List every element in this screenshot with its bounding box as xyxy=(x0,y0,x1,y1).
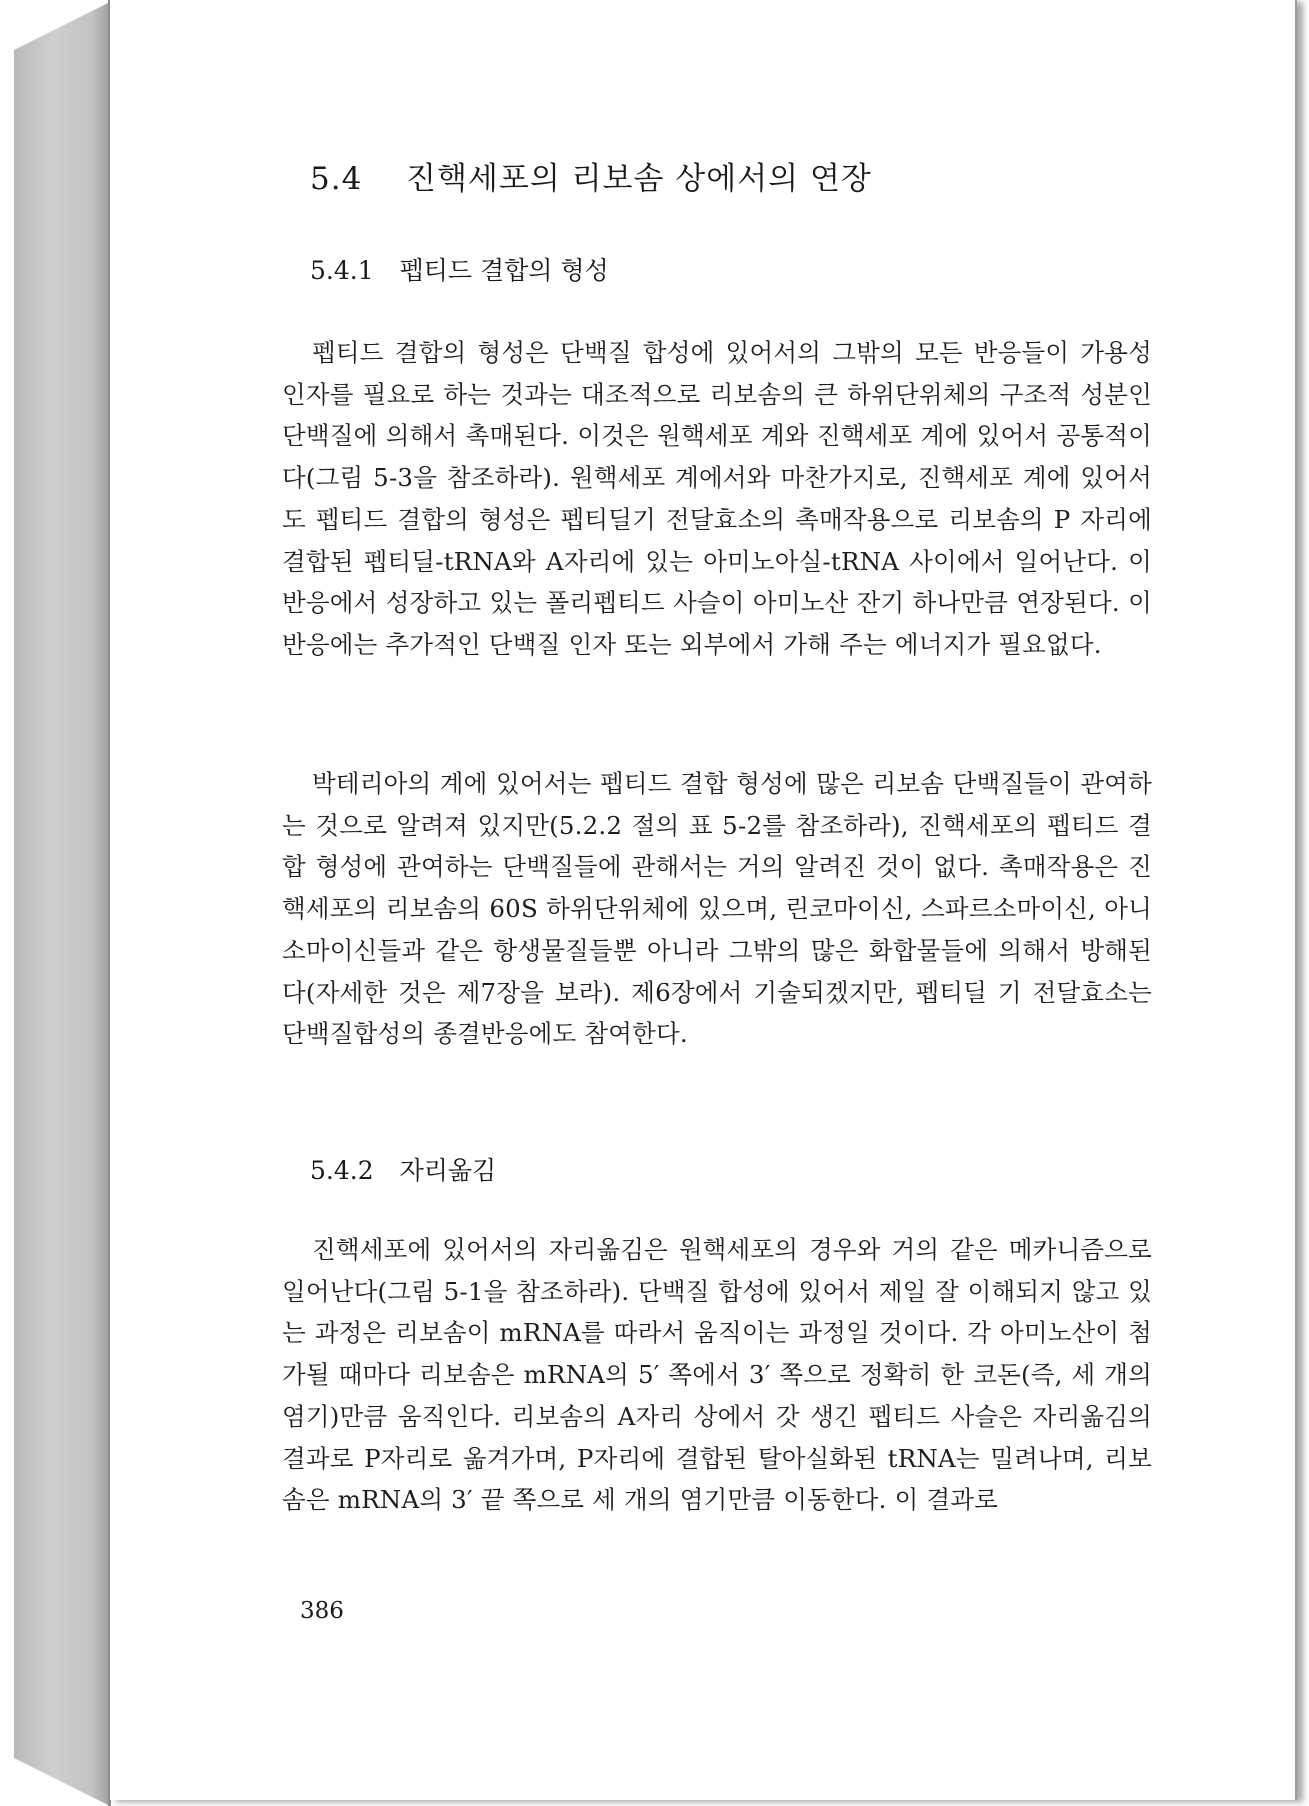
subsection-heading-1 xyxy=(310,251,609,287)
paragraph-translocation-1: 진핵세포에 있어서의 자리옮김은 원핵세포의 경우와 거의 같은 메카니즘으로 일어난다(그림 5-1을 참조하라). 단백질 합성에 있어서 제일 잘 이해되지 않고 있는 과정은 리보솜이 mRNA를 따라서 움직이는 과정일 것이다. 각 아미노산이 첨가될 때마다 리보솜은 mRNA의 5′ 쪽에서 3′ 쪽으로 정확히 한 코돈(즉, 세 개의 염기)만큼 움직인다. 리보솜의 A자리 상에서 갓 생긴 펩티드 사슬은 자리옮김의 결과로 P자리로 옮겨가며, P자리에 결합된 탈아실화된 tRNA는 밀려나며, 리보솜은 mRNA의 3′ 끝 쪽으로 세 개의 염기만큼 이동한다. 이 결과로 xyxy=(282,1235,1152,1515)
subsection-number-1: 5.4.1 xyxy=(310,256,374,285)
subsection-title-1: 펩티드 결합의 형성 xyxy=(399,256,609,285)
subsection-title-2: 자리옮김 xyxy=(399,1156,497,1185)
page-number: 386 xyxy=(300,1598,344,1624)
paragraph-peptide-bond-1: 펩티드 결합의 형성은 단백질 합성에 있어서의 그밖의 모든 반응들이 가용성 인자를 필요로 하는 것과는 대조적으로 리보솜의 큰 하위단위체의 구조적 성분인 단백질에 의해서 촉매된다. 이것은 원핵세포 계와 진핵세포 계에 있어서 공통적이다(그림 5-3을 참조하라). 원핵세포 계에서와 마찬가지로, 진핵세포 계에 있어서도 펩티드 결합의 형성은 펩티딜기 전달효소의 촉매작용으로 리보솜의 P 자리에 결합된 펩티딜-tRNA와 A자리에 있는 아미노아실-tRNA 사이에서 일어난다. 이 반응에서 성장하고 있는 폴리펩티드 사슬이 아미노산 잔기 하나만큼 연장된다. 이 반응에는 추가적인 단백질 인자 또는 외부에서 가해 주는 에너지가 필요없다. xyxy=(282,338,1152,659)
section-title: 진핵세포의 리보솜 상에서의 연장 xyxy=(406,161,872,197)
subsection-heading-2 xyxy=(310,1151,496,1187)
paragraph-peptide-bond-2: 박테리아의 계에 있어서는 펩티드 결합 형성에 많은 리보솜 단백질들이 관여하는 것으로 알려져 있지만(5.2.2 절의 표 5-2를 참조하라), 진핵세포의 펩티드 결합 형성에 관여하는 단백질들에 관해서는 거의 알려진 것이 없다. 촉매작용은 진핵세포의 리보솜의 60S 하위단위체에 있으며, 린코마이신, 스파르소마이신, 아니소마이신들과 같은 항생물질들뿐 아니라 그밖의 많은 화합물들에 의해서 방해된다(자세한 것은 제7장을 보라). 제6장에서 기술되겠지만, 펩티딜 기 전달효소는 단백질합성의 종결반응에도 참여한다. xyxy=(282,769,1152,1049)
subsection-number-2: 5.4.2 xyxy=(310,1156,374,1185)
section-number: 5.4 xyxy=(310,161,363,197)
book-spine xyxy=(14,2,110,1806)
section-heading xyxy=(310,153,872,198)
